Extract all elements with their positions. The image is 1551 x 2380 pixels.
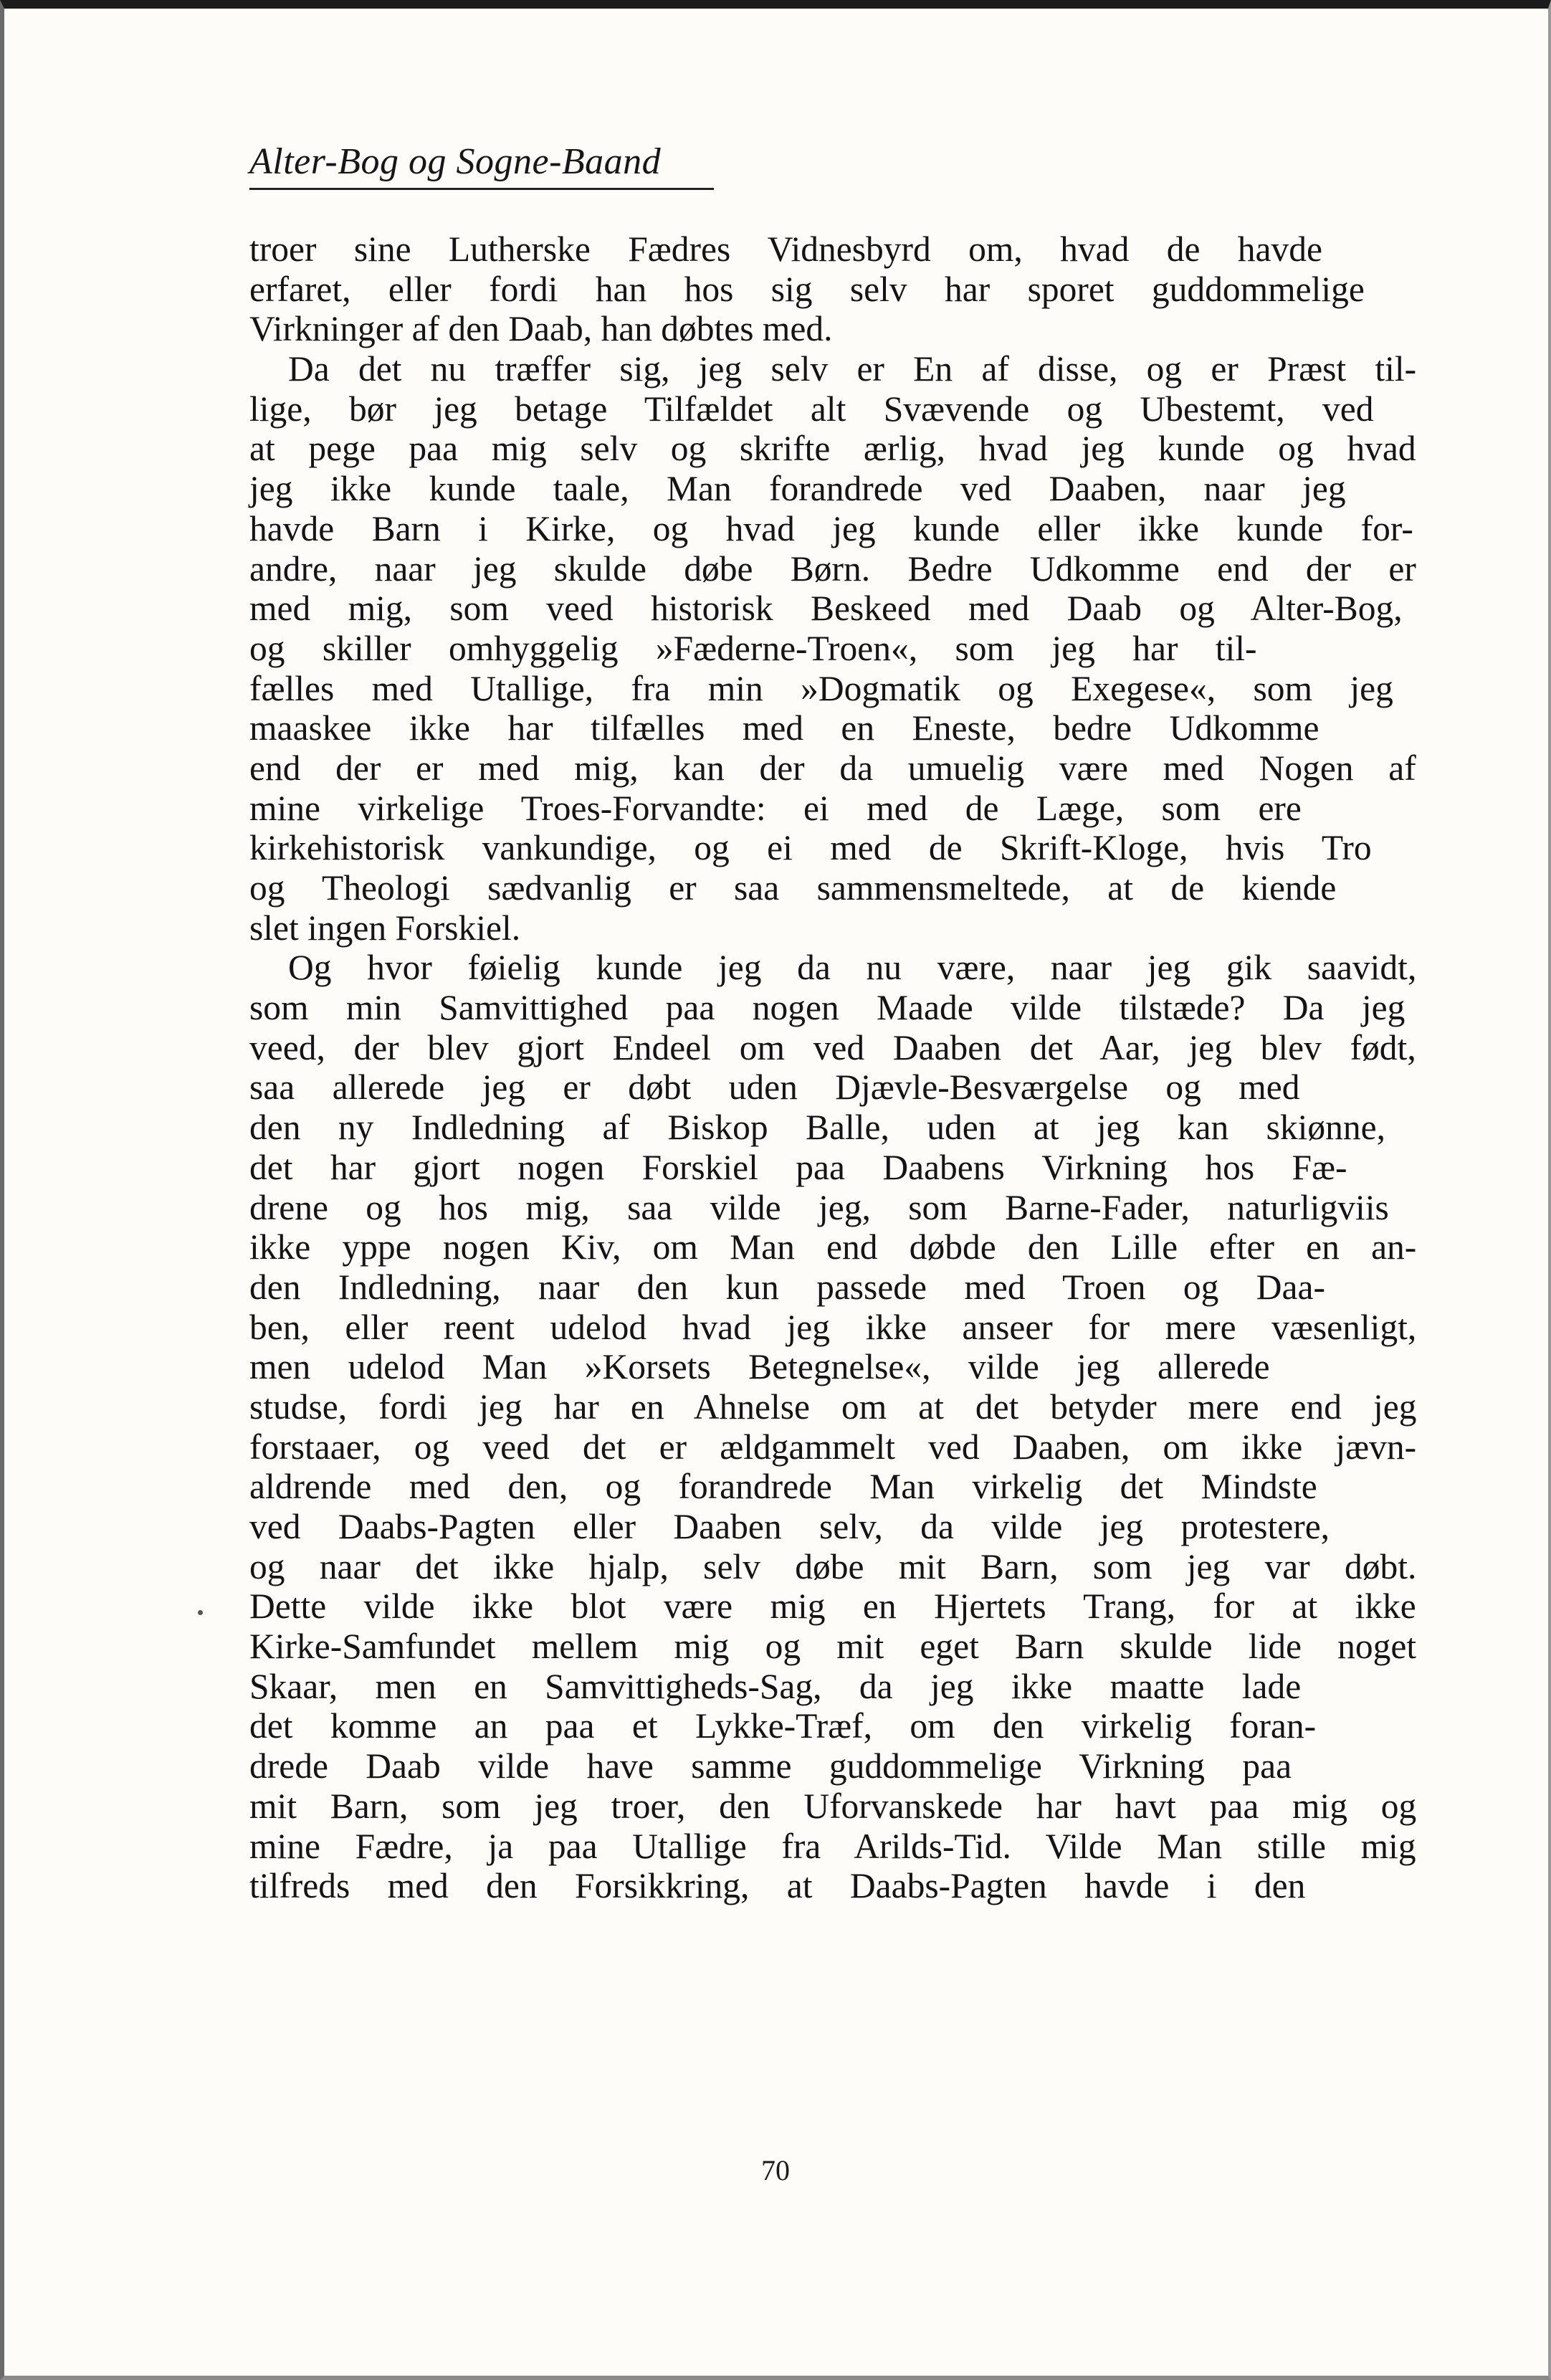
text-line: erfaret, eller fordi han hos sig selv har sporet guddommelige	[249, 269, 1365, 309]
text-line: andre, naar jeg skulde døbe Børn. Bedre Udkomme end der er	[249, 548, 1416, 589]
text-line: men udelod Man »Korsets Betegnelse«, vilde jeg allerede	[249, 1347, 1270, 1387]
text-line: ikke yppe nogen Kiv, om Man end døbde den Lille efter en an-	[249, 1227, 1417, 1267]
text-line: det har gjort nogen Forskiel paa Daabens Virkning hos Fæ-	[249, 1147, 1347, 1187]
text-line: drene og hos mig, saa vilde jeg, som Barne-Fader, naturligviis	[249, 1187, 1389, 1227]
text-line: fælles med Utallige, fra min »Dogmatik og Exegese«, som jeg	[249, 668, 1393, 708]
text-line: maaskee ikke har tilfælles med en Eneste, bedre Udkomme	[249, 708, 1319, 748]
text-line: Kirke-Samfundet mellem mig og mit eget Barn skulde lide noget	[249, 1627, 1417, 1667]
text-line: og skiller omhyggelig »Fæderne-Troen«, som jeg har til-	[249, 628, 1257, 668]
text-line: jeg ikke kunde taale, Man forandrede ved Daaben, naar jeg	[249, 469, 1346, 509]
text-line: Virkninger af den Daab, han døbtes med.	[249, 309, 833, 349]
text-line: drede Daab vilde have samme guddommelige Virkning paa	[249, 1746, 1292, 1786]
text-line: ved Daabs-Pagten eller Daaben selv, da vilde jeg protestere,	[249, 1507, 1330, 1546]
text-line: Da det nu træffer sig, jeg selv er En af disse, og er Præst til-	[288, 349, 1417, 389]
text-line: Skaar, men en Samvittigheds-Sag, da jeg ikke maatte lade	[249, 1666, 1302, 1706]
text-line: det komme an paa et Lykke-Træf, om den virkelig foran-	[249, 1706, 1317, 1746]
text-line: forstaaer, og veed det er ældgammelt ved Daaben, om ikke jævn-	[249, 1427, 1417, 1467]
text-line: den Indledning, naar den kun passede med Troen og Daa-	[249, 1267, 1325, 1307]
text-line: tilfreds med den Forsikkring, at Daabs-Pagten havde i den	[249, 1866, 1306, 1906]
text-line: mit Barn, som jeg troer, den Uforvanskede har havt paa mig og	[249, 1786, 1417, 1826]
running-head: Alter-Bog og Sogne-Baand	[249, 141, 662, 182]
body-text	[249, 229, 1416, 1906]
text-line: aldrende med den, og forandrede Man virkelig det Mindste	[249, 1467, 1317, 1507]
text-line: som min Samvittighed paa nogen Maade vilde tilstæde? Da jeg	[249, 988, 1406, 1028]
text-line: med mig, som veed historisk Beskeed med Daab og Alter-Bog,	[249, 589, 1403, 629]
text-line: veed, der blev gjort Endeel om ved Daaben det Aar, jeg blev født,	[249, 1027, 1416, 1067]
text-line: saa allerede jeg er døbt uden Djævle-Besværgelse og med	[249, 1067, 1300, 1108]
text-line: mine virkelige Troes-Forvandte: ei med de Læge, som ere	[249, 788, 1302, 828]
text-line: studse, fordi jeg har en Ahnelse om at det betyder mere end jeg	[249, 1386, 1417, 1427]
text-line: slet ingen Forskiel.	[249, 908, 521, 948]
text-line: den ny Indledning af Biskop Balle, uden at jeg kan skiønne,	[249, 1108, 1386, 1148]
text-line: og naar det ikke hjalp, selv døbe mit Barn, som jeg var døbt.	[249, 1546, 1417, 1586]
text-line: ben, eller reent udelod hvad jeg ikke anseer for mere væsenligt,	[249, 1307, 1417, 1347]
text-line: end der er med mig, kan der da umuelig være med Nogen af	[249, 748, 1416, 788]
text-line: Og hvor føielig kunde jeg da nu være, naar jeg gik saavidt,	[288, 948, 1417, 988]
text-line: at pege paa mig selv og skrifte ærlig, hvad jeg kunde og hvad	[249, 429, 1416, 469]
running-head-underline	[249, 188, 714, 190]
text-line: lige, bør jeg betage Tilfældet alt Svævende og Ubestemt, ved	[249, 389, 1374, 429]
text-line: mine Fædre, ja paa Utallige fra Arilds-Tid. Vilde Man stille mig	[249, 1826, 1416, 1866]
text-line: kirkehistorisk vankundige, og ei med de Skrift-Kloge, hvis Tro	[249, 828, 1372, 868]
text-line: havde Barn i Kirke, og hvad jeg kunde eller ikke kunde for-	[249, 508, 1413, 548]
margin-speck	[198, 1610, 203, 1615]
page-number: 70	[761, 2154, 790, 2186]
text-line: troer sine Lutherske Fædres Vidnesbyrd om, hvad de havde	[249, 229, 1322, 269]
text-line: Dette vilde ikke blot være mig en Hjertets Trang, for at ikke	[249, 1586, 1416, 1627]
text-line: og Theologi sædvanlig er saa sammensmeltede, at de kiende	[249, 868, 1337, 908]
